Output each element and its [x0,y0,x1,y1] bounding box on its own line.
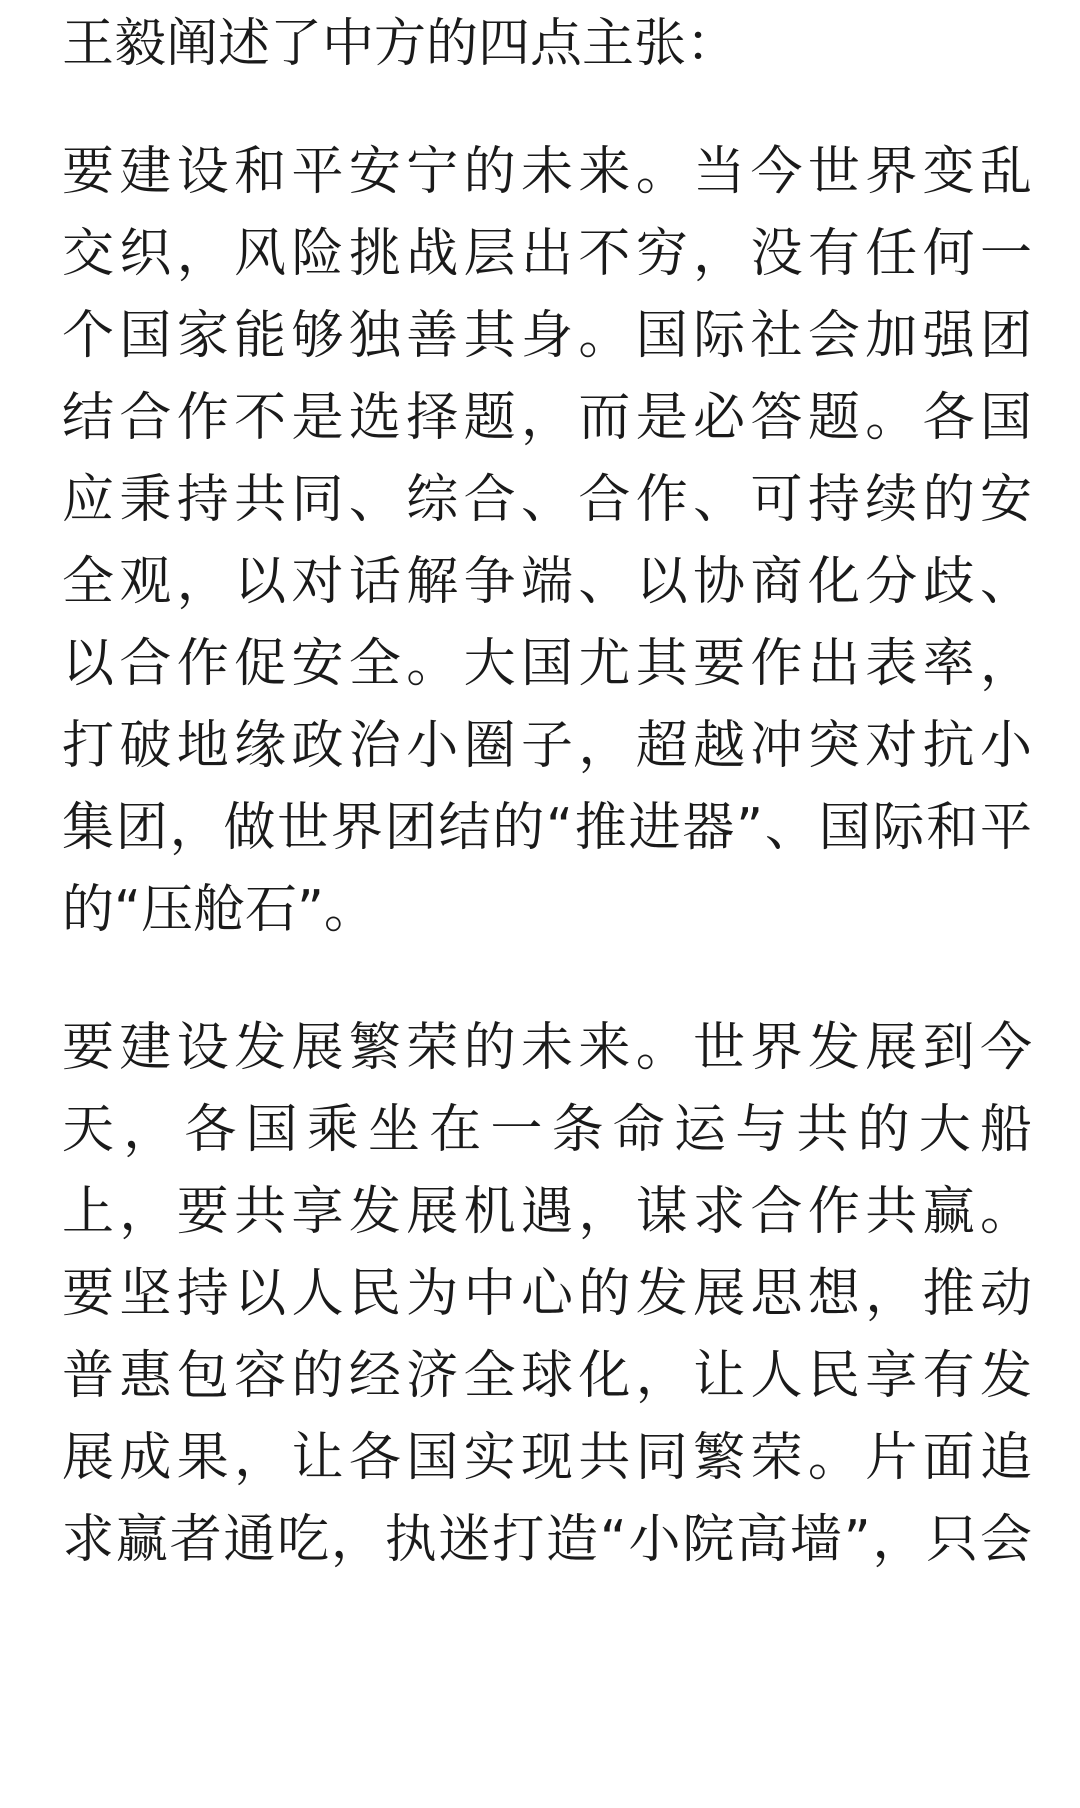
paragraph-line: 结合作不是选择题，而是必答题。各国 [62,388,1032,448]
paragraph-line: 普惠包容的经济全球化，让人民享有发 [62,1346,1032,1406]
paragraph-line: 应秉持共同、综合、合作、可持续的安 [62,470,1032,530]
paragraph-line: 的“压舱石”。 [62,880,376,940]
paragraph-line: 交织，风险挑战层出不穷，没有任何一 [62,224,1032,284]
paragraph-line: 要建设发展繁荣的未来。世界发展到今 [62,1018,1032,1078]
paragraph-line: 以合作促安全。大国尤其要作出表率， [62,634,1032,694]
paragraph-line: 天，各国乘坐在一条命运与共的大船 [62,1100,1032,1160]
paragraph-line: 上，要共享发展机遇，谋求合作共赢。 [62,1182,1032,1242]
article-body [62,0,1032,1808]
paragraph-line: 个国家能够独善其身。国际社会加强团 [62,306,1032,366]
intro-line: 王毅阐述了中方的四点主张： [62,14,739,74]
paragraph-line: 打破地缘政治小圈子，超越冲突对抗小 [62,716,1032,776]
paragraph-line: 求赢者通吃，执迷打造“小院高墙”，只会 [62,1510,1032,1570]
paragraph-line: 要坚持以人民为中心的发展思想，推动 [62,1264,1032,1324]
paragraph-line: 展成果，让各国实现共同繁荣。片面追 [62,1428,1032,1488]
paragraph-line: 要建设和平安宁的未来。当今世界变乱 [62,142,1032,202]
paragraph-line: 全观，以对话解争端、以协商化分歧、 [62,552,1032,612]
paragraph-line: 集团，做世界团结的“推进器”、国际和平 [62,798,1032,858]
